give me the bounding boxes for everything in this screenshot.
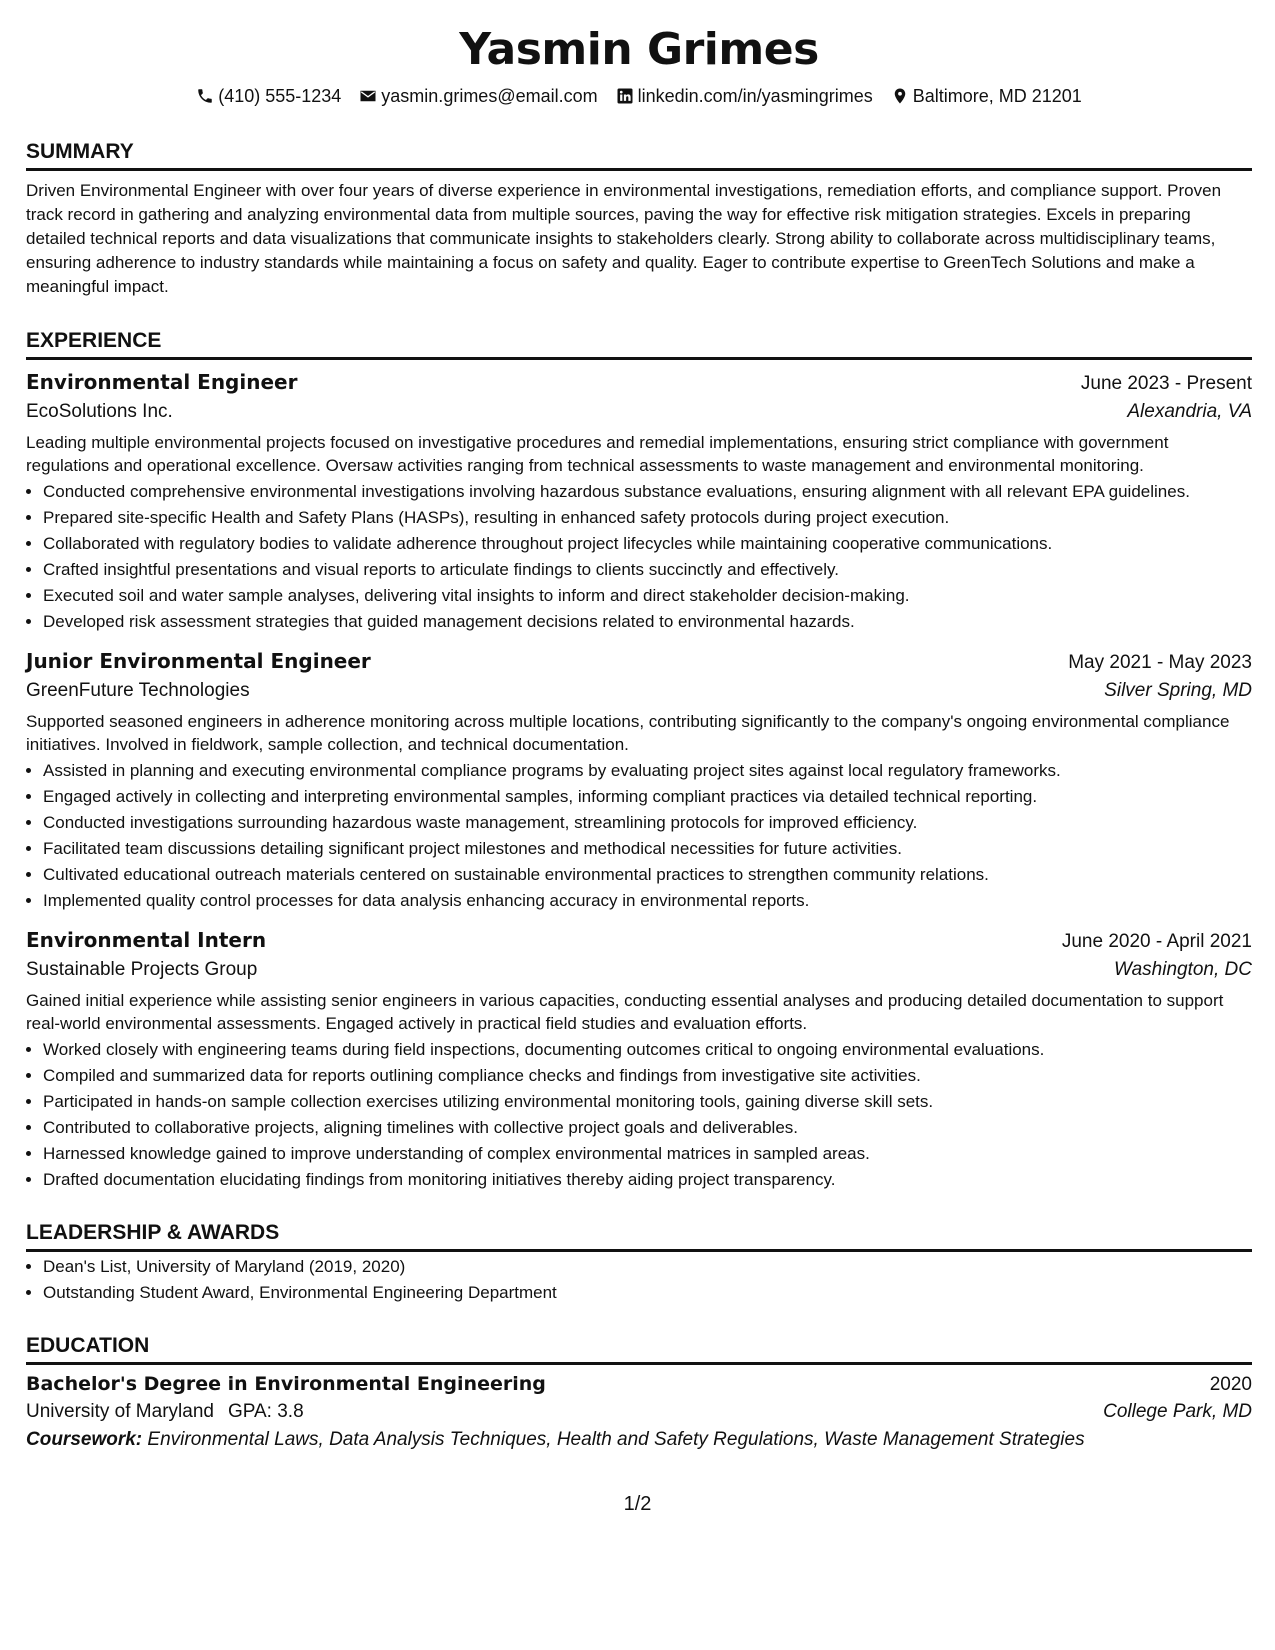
job-title: Environmental Engineer (26, 370, 298, 394)
job-company: GreenFuture Technologies (26, 680, 250, 701)
list-item: • Conducted investigations surrounding hazardous waste management, streamlining protocols for improved efficiency. (43, 812, 1252, 834)
list-item: • Engaged actively in collecting and interpreting environmental samples, informing compliant practices via detailed technical reporting. (43, 786, 1252, 808)
list-item: • Conducted comprehensive environmental investigations involving hazardous substance evaluations, ensuring alignment with all relevant EPA guidelines. (43, 481, 1252, 503)
job-company: Sustainable Projects Group (26, 959, 258, 980)
school-name: University of Maryland (26, 1401, 214, 1422)
job-company: EcoSolutions Inc. (26, 401, 173, 422)
list-item: • Cultivated educational outreach materials centered on sustainable environmental practices to strengthen community relations. (43, 864, 1252, 886)
job-bullets (26, 1039, 1252, 1191)
section-title: EDUCATION (26, 1334, 1252, 1365)
job-title: Environmental Intern (26, 928, 267, 952)
job-dates: May 2021 - May 2023 (1068, 652, 1252, 673)
job-description: Supported seasoned engineers in adherence monitoring across multiple locations, contributing significantly to the company's ongoing environmental compliance initiatives. Involved in fieldwork, sample collection, and technical documentation. (26, 712, 1230, 754)
list-item: • Collaborated with regulatory bodies to validate adherence throughout project lifecycles while maintaining cooperative communications. (43, 533, 1252, 555)
summary-text: Driven Environmental Engineer with over four years of diverse experience in environmental investigations, remediation efforts, and compliance support. Proven track record in gathering and analyzing environmental data from multiple sources, paving the way for effective risk mitigation strategies. Excels in preparing detailed technical reports and data visualizations that communicate insights to stakeholders clearly. Strong ability to collaborate across multidisciplinary teams, ensuring adherence to industry standards while maintaining a focus on safety and quality. Eager to contribute expertise to GreenTech Solutions and make a meaningful impact. (26, 181, 1222, 296)
gpa: GPA: 3.8 (227, 1401, 304, 1422)
contact-email[interactable] (359, 86, 597, 107)
graduation-year: 2020 (1209, 1374, 1252, 1395)
phone-number: (410) 555-1234 (218, 85, 342, 106)
list-item: • Participated in hands-on sample collection exercises utilizing environmental monitoring tools, gaining diverse skill sets. (43, 1091, 1252, 1113)
section-title: EXPERIENCE (26, 329, 1252, 360)
list-item: • Crafted insightful presentations and visual reports to articulate findings to clients succinctly and effectively. (43, 559, 1252, 581)
location-text: Baltimore, MD 21201 (912, 85, 1082, 106)
section-title: LEADERSHIP & AWARDS (26, 1221, 1252, 1252)
job-description: Leading multiple environmental projects focused on investigative procedures and remedial implementations, ensuring strict compliance with government regulations and operational excellence. Oversaw activities ranging from technical assessments to waste management and environmental monitoring. (26, 433, 1169, 475)
contact-phone (196, 86, 341, 107)
coursework (26, 1429, 1252, 1451)
page-number: 1/2 (623, 1493, 652, 1515)
resume-page (26, 0, 1252, 1451)
job-location: Washington, DC (1114, 959, 1252, 980)
list-item: • Developed risk assessment strategies that guided management decisions related to environmental hazards. (43, 611, 1252, 633)
job-entry (26, 928, 1252, 1191)
candidate-name: Yasmin Grimes (459, 24, 819, 75)
list-item: • Harnessed knowledge gained to improve understanding of complex environmental matrices in sampled areas. (43, 1143, 1252, 1165)
list-item: • Drafted documentation elucidating findings from monitoring initiatives thereby aiding project transparency. (43, 1169, 1252, 1191)
contact-location (891, 86, 1082, 107)
awards-list (26, 1256, 1252, 1304)
map-pin-icon (891, 87, 909, 105)
job-bullets (26, 481, 1252, 633)
coursework-label: Coursework: (26, 1429, 143, 1450)
school-line (26, 1401, 304, 1423)
job-title: Junior Environmental Engineer (26, 649, 371, 673)
section-title: SUMMARY (26, 140, 1252, 171)
job-entry (26, 649, 1252, 912)
list-item: • Prepared site-specific Health and Safety Plans (HASPs), resulting in enhanced safety protocols during project execution. (43, 507, 1252, 529)
coursework-list: Environmental Laws, Data Analysis Techniques, Health and Safety Regulations, Waste Management Strategies (147, 1429, 1085, 1450)
linkedin-icon (616, 87, 634, 105)
linkedin-url[interactable]: linkedin.com/in/yasmingrimes (637, 85, 873, 106)
list-item: • Worked closely with engineering teams during field inspections, documenting outcomes critical to ongoing environmental evaluations. (43, 1039, 1252, 1061)
phone-icon (196, 87, 214, 105)
list-item: • Assisted in planning and executing environmental compliance programs by evaluating project sites against local regulatory frameworks. (43, 760, 1252, 782)
job-location: Silver Spring, MD (1104, 680, 1252, 701)
list-item: • Compiled and summarized data for reports outlining compliance checks and findings from investigative site activities. (43, 1065, 1252, 1087)
experience-section (26, 329, 1252, 1191)
degree-title: Bachelor's Degree in Environmental Engineering (26, 1373, 546, 1395)
email-address[interactable]: yasmin.grimes@email.com (381, 85, 598, 106)
awards-section (26, 1221, 1252, 1304)
list-item: • Dean's List, University of Maryland (2019, 2020) (43, 1256, 1252, 1278)
list-item: • Outstanding Student Award, Environmental Engineering Department (43, 1282, 1252, 1304)
job-dates: June 2023 - Present (1080, 373, 1252, 394)
job-dates: June 2020 - April 2021 (1061, 931, 1252, 952)
envelope-icon (359, 87, 377, 105)
job-bullets (26, 760, 1252, 912)
list-item: • Contributed to collaborative projects, aligning timelines with collective project goals and deliverables. (43, 1117, 1252, 1139)
contact-linkedin[interactable] (616, 86, 873, 107)
list-item: • Executed soil and water sample analyses, delivering vital insights to inform and direct stakeholder decision-making. (43, 585, 1252, 607)
list-item: • Implemented quality control processes for data analysis enhancing accuracy in environmental reports. (43, 890, 1252, 912)
list-item: • Facilitated team discussions detailing significant project milestones and methodical necessities for future activities. (43, 838, 1252, 860)
education-section (26, 1334, 1252, 1451)
job-description: Gained initial experience while assisting senior engineers in various capacities, conducting essential analyses and producing detailed documentation to support real-world environmental assessments. Engaged actively in practical field studies and evaluation efforts. (26, 991, 1224, 1033)
summary-section (26, 140, 1252, 299)
job-entry (26, 370, 1252, 633)
job-location: Alexandria, VA (1127, 401, 1252, 422)
school-location: College Park, MD (1103, 1401, 1252, 1422)
contact-bar (26, 84, 1252, 108)
education-entry (26, 1373, 1252, 1451)
